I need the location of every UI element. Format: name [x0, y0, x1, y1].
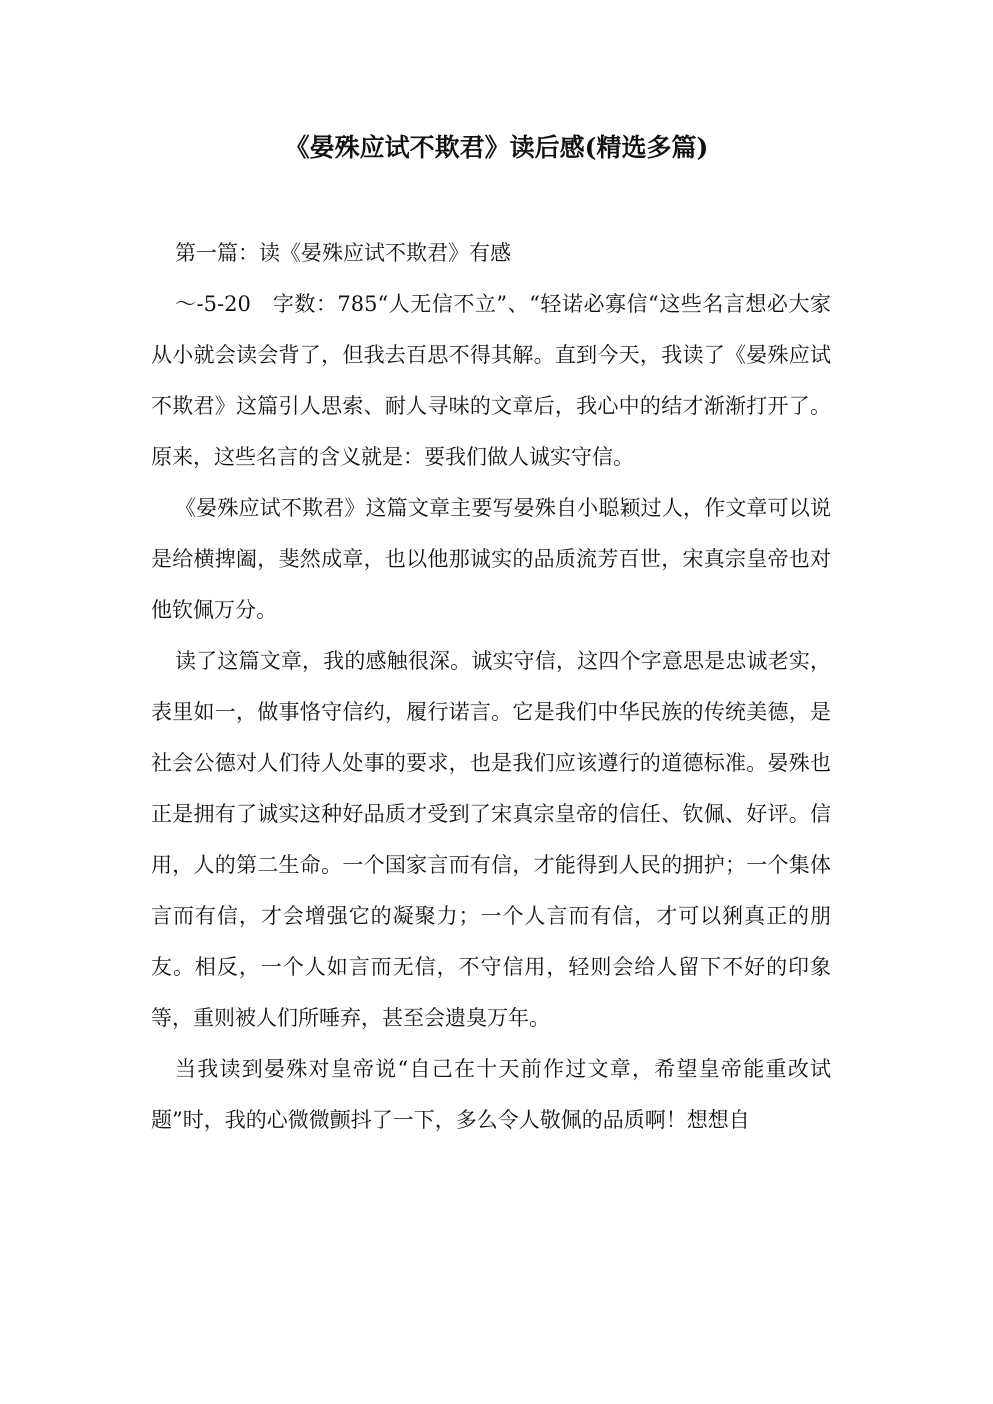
paragraph-3: 读了这篇文章，我的感触很深。诚实守信，这四个字意思是忠诚老实，表里如一，做事恪守信约，履行诺言。它是我们中华民族的传统美德，是社会公德对人们待人处事的要求，也是我们应该遵行的道德标准。晏殊也正是拥有了诚实这种好品质才受到了宋真宗皇帝的信任、钦佩、好评。信用，人的第二生命。一个国家言而有信，才能得到人民的拥护；一个集体言而有信，才会增强它的凝聚力；一个人言而有信，才可以猁真正的朋友。相反，一个人如言而无信，不守信用，轻则会给人留下不好的印象等，重则被人们所唾弃，甚至会遗臭万年。 [151, 649, 831, 1030]
paragraph-1: ～-5-20 字数：785“人无信不立”、“轻诺必寡信“这些名言想必大家从小就会读会背了，但我去百思不得其解。直到今天，我读了《晏殊应试不欺君》这篇引人思索、耐人寻味的文章后，我心中的结才渐渐打开了。原来，这些名言的含义就是：要我们做人诚实守信。 [151, 292, 831, 469]
document-title: 《晏殊应试不欺君》读后感(精选多篇) [284, 133, 709, 162]
section-heading: 第一篇：读《晏殊应试不欺君》有感 [175, 241, 511, 265]
document-body [151, 228, 831, 1146]
paragraph-4: 当我读到晏殊对皇帝说“自己在十天前作过文章，希望皇帝能重改试题”时，我的心微微颤抖了一下，多么令人敬佩的品质啊！想想自 [151, 1057, 831, 1132]
paragraph-2: 《晏殊应试不欺君》这篇文章主要写晏殊自小聪颖过人，作文章可以说是给横捭阖，斐然成章，也以他那诚实的品质流芳百世，宋真宗皇帝也对他钦佩万分。 [151, 496, 831, 622]
